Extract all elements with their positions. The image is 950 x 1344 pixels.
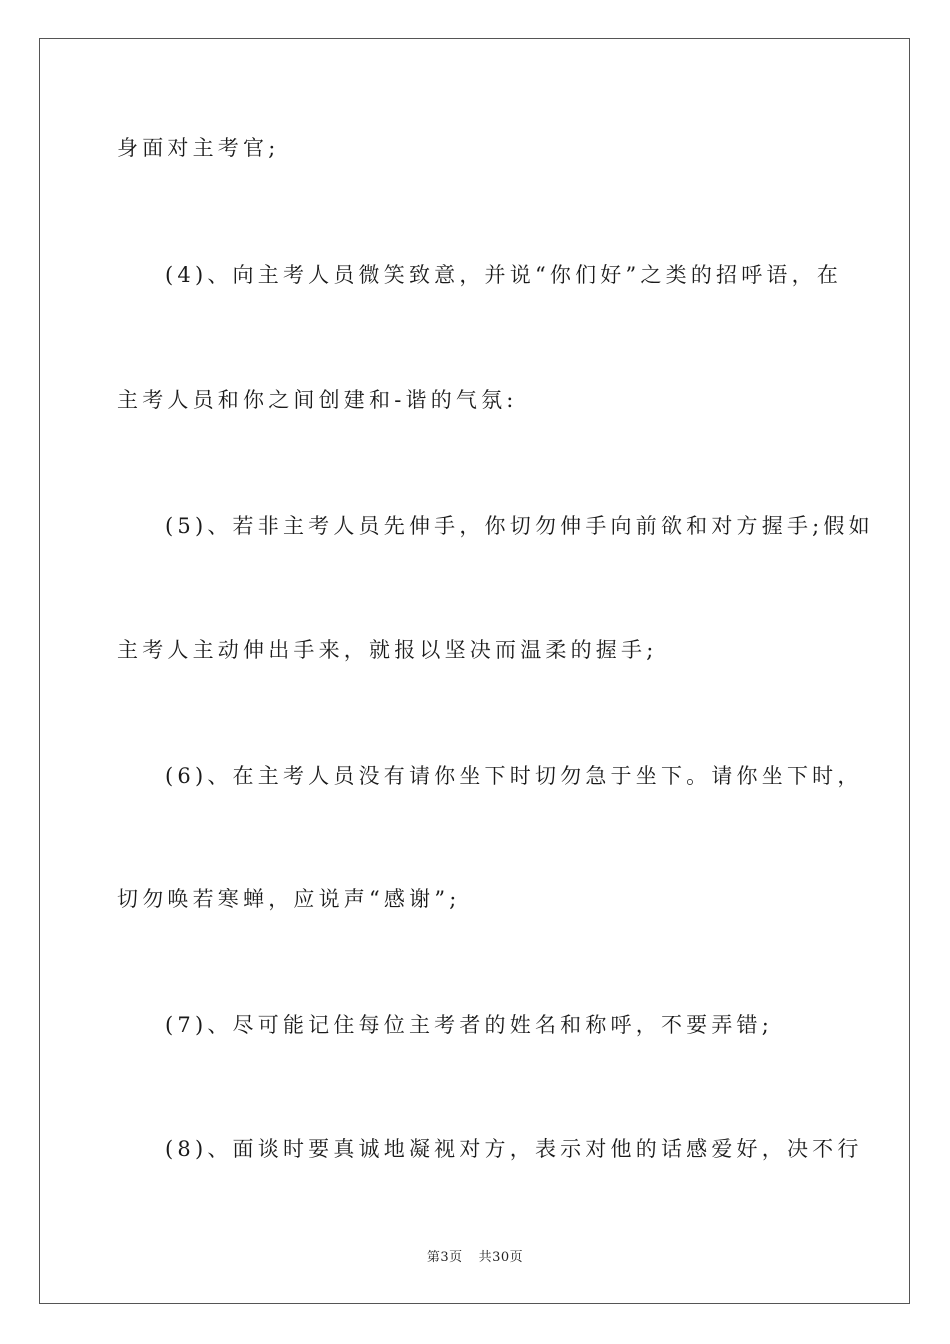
page-number: 第3页: [426, 1250, 463, 1265]
text-line: (5)、若非主考人员先伸手，你切勿伸手向前欲和对方握手;假如: [165, 514, 874, 538]
page-total: 共30页: [478, 1250, 524, 1265]
text-line: 主考人员和你之间创建和-谐的气氛:: [117, 388, 518, 412]
text-line: (6)、在主考人员没有请你坐下时切勿急于坐下。请你坐下时，: [165, 764, 863, 788]
text-line: (4)、向主考人员微笑致意，并说“你们好”之类的招呼语，在: [165, 263, 843, 287]
text-line: (8)、面谈时要真诚地凝视对方，表示对他的话感爱好，决不行: [165, 1137, 863, 1161]
text-line: 身面对主考官;: [117, 136, 280, 160]
page-frame: [39, 38, 910, 1304]
text-line: (7)、尽可能记住每位主考者的姓名和称呼，不要弄错;: [165, 1013, 774, 1037]
text-line: 切勿唤若寒蝉，应说声“感谢”;: [117, 887, 461, 911]
page-footer: [0, 1246, 950, 1265]
text-line: 主考人主动伸出手来，就报以坚决而温柔的握手;: [117, 638, 658, 662]
